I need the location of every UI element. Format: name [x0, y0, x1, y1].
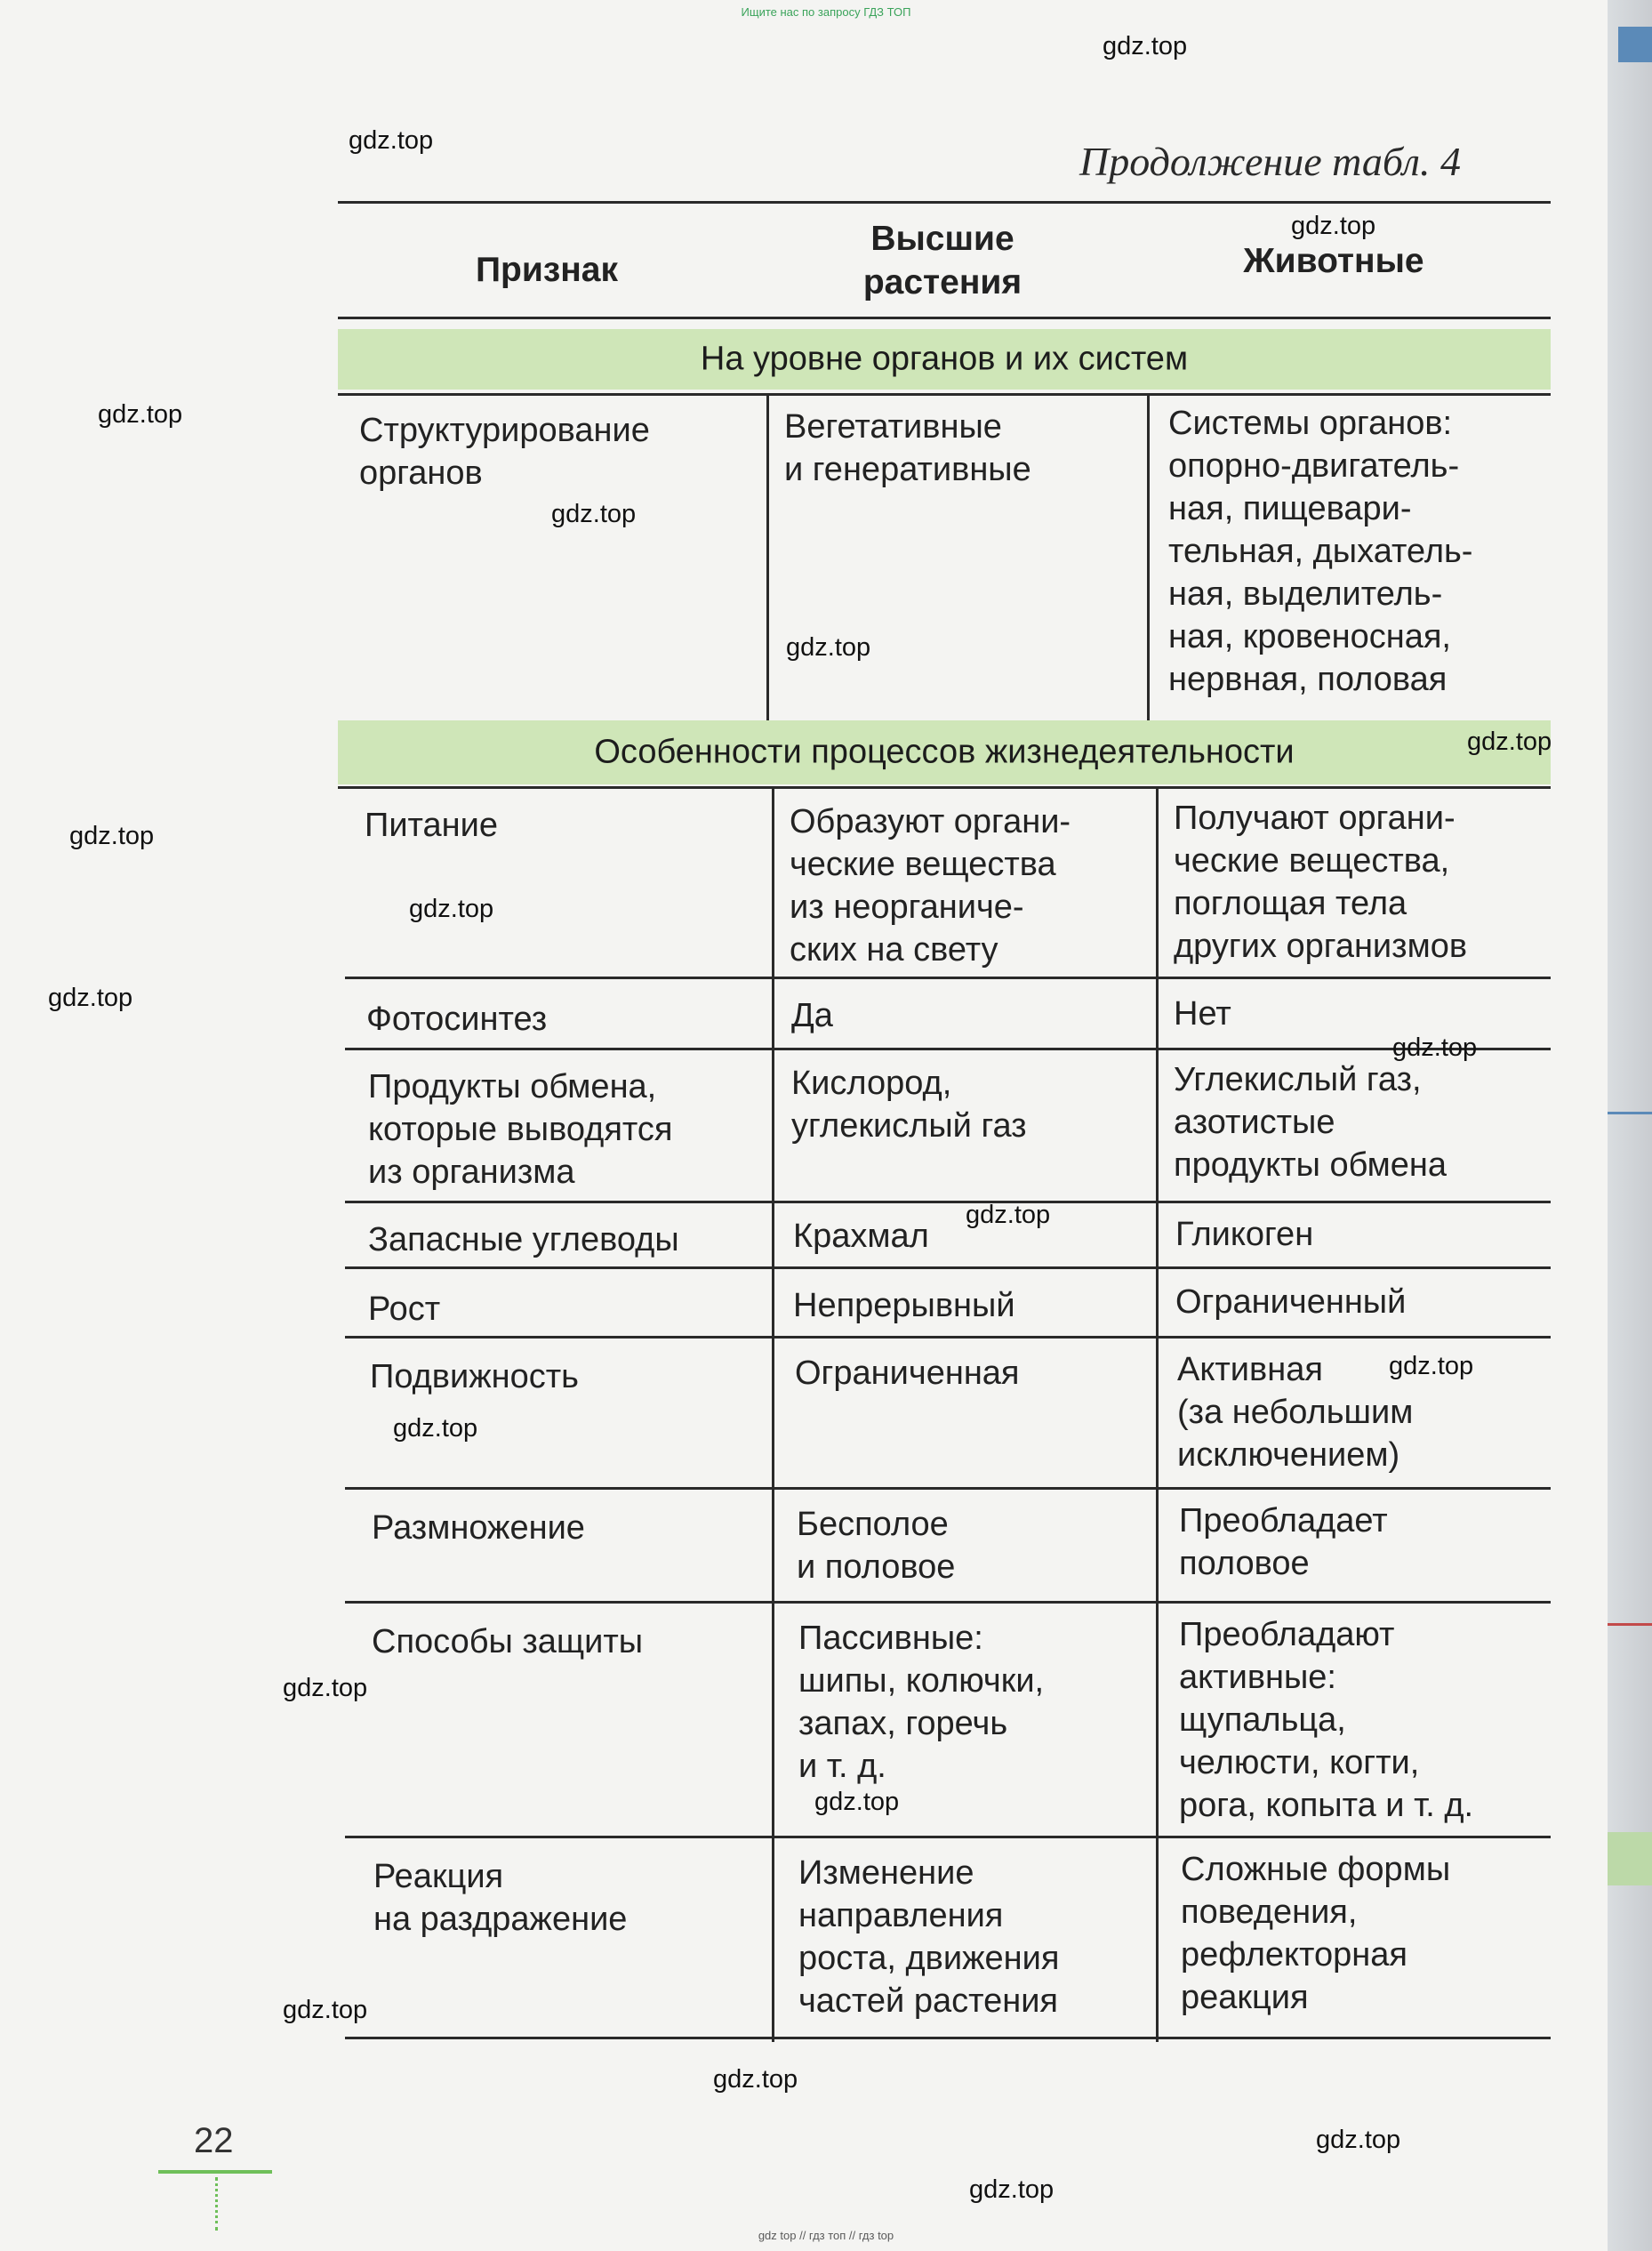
table-row-animals: Нет [1174, 995, 1231, 1033]
table-row-plants: Бесполое и половое [797, 1506, 956, 1586]
table-row-plants: Крахмал [793, 1218, 929, 1255]
table-row-feature: Продукты обмена, которые выводятся из организма [368, 1068, 673, 1191]
watermark: gdz.top [349, 126, 434, 155]
section-band [338, 720, 1551, 784]
table-caption: Продолжение табл. 4 [1079, 139, 1461, 184]
bottom-note: gdz top // гдз топ // гдз top [758, 2229, 894, 2242]
table-row-feature: Фотосинтез [366, 1001, 548, 1038]
header-feature: Признак [476, 251, 618, 289]
watermark: gdz.top [98, 400, 183, 429]
book-spine-edge [1608, 0, 1652, 2251]
table-row-plants: Вегетативные и генеративные [784, 408, 1031, 488]
watermark: gdz.top [814, 1788, 900, 1816]
table-row-animals: Активная (за небольшим исключением) [1177, 1351, 1414, 1474]
watermark: gdz.top [48, 984, 133, 1012]
watermark: gdz.top [966, 1201, 1051, 1229]
watermark: gdz.top [1316, 2126, 1401, 2154]
table-row-plants: Образуют органи- ческие вещества из неорганиче- ских на свету [790, 803, 1071, 969]
table-row-plants: Непрерывный [793, 1287, 1015, 1324]
watermark: gdz.top [713, 2065, 798, 2094]
top-note: Ищите нас по запросу ГДЗ ТОП [741, 5, 911, 19]
table-row-plants: Изменение направления роста, движения частей растения [798, 1854, 1060, 2020]
table-row-animals: Системы органов: опорно-двигатель- ная, пищевари- тельная, дыхатель- ная, выделитель- ная, кровеносная, нервная, половая [1168, 405, 1473, 698]
watermark: gdz.top [393, 1414, 478, 1443]
watermark: gdz.top [283, 1674, 368, 1702]
table-row-animals: Гликоген [1175, 1216, 1314, 1253]
table-row-animals: Преобладают активные: щупальца, челюсти, когти, рога, копыта и т. д. [1179, 1616, 1474, 1824]
watermark: gdz.top [969, 2175, 1055, 2204]
watermark: gdz.top [409, 895, 494, 923]
header-animals: Животные [1243, 242, 1424, 280]
page-number: 22 [194, 2121, 234, 2160]
table-row-feature: Запасные углеводы [368, 1221, 679, 1258]
page-number-dots [215, 2177, 218, 2231]
table-row-animals: Сложные формы поведения, рефлекторная реакция [1181, 1851, 1451, 2016]
table-row-plants: Пассивные: шипы, колючки, запах, горечь и т. д. [798, 1620, 1045, 1785]
table-row-animals: Ограниченный [1175, 1283, 1407, 1321]
header-plants: Высшие растения [862, 220, 1022, 301]
watermark: gdz.top [1103, 32, 1188, 60]
table-row-plants: Ограниченная [795, 1355, 1020, 1392]
table-row-feature: Размножение [372, 1509, 585, 1547]
table-row-plants: Да [791, 997, 833, 1034]
watermark: gdz.top [1389, 1352, 1474, 1380]
table-row-feature: Способы защиты [372, 1623, 644, 1660]
watermark: gdz.top [786, 633, 871, 662]
section-title: Особенности процессов жизнедеятельности [594, 733, 1295, 771]
table-row-feature: Рост [368, 1290, 441, 1328]
table-row-feature: Подвижность [370, 1358, 579, 1395]
table-row-feature: Структурирование органов [359, 412, 650, 492]
section-band [338, 329, 1551, 390]
watermark: gdz.top [1291, 212, 1376, 240]
watermark: gdz.top [1392, 1033, 1478, 1062]
page-number-underline [158, 2170, 272, 2174]
watermark: gdz.top [1467, 728, 1552, 756]
watermark: gdz.top [69, 822, 155, 850]
table-row-plants: Кислород, углекислый газ [791, 1065, 1027, 1145]
table-row-animals: Получают органи- ческие вещества, поглощая тела других организмов [1174, 800, 1468, 965]
table-row-feature: Питание [365, 807, 498, 844]
section-title: На уровне органов и их систем [700, 340, 1189, 378]
watermark: gdz.top [283, 1996, 368, 2024]
table-row-animals: Углекислый газ, азотистые продукты обмена [1174, 1061, 1447, 1184]
table-row-animals: Преобладает половое [1179, 1502, 1388, 1582]
table-row-feature: Реакция на раздражение [373, 1858, 628, 1938]
watermark: gdz.top [551, 500, 637, 528]
